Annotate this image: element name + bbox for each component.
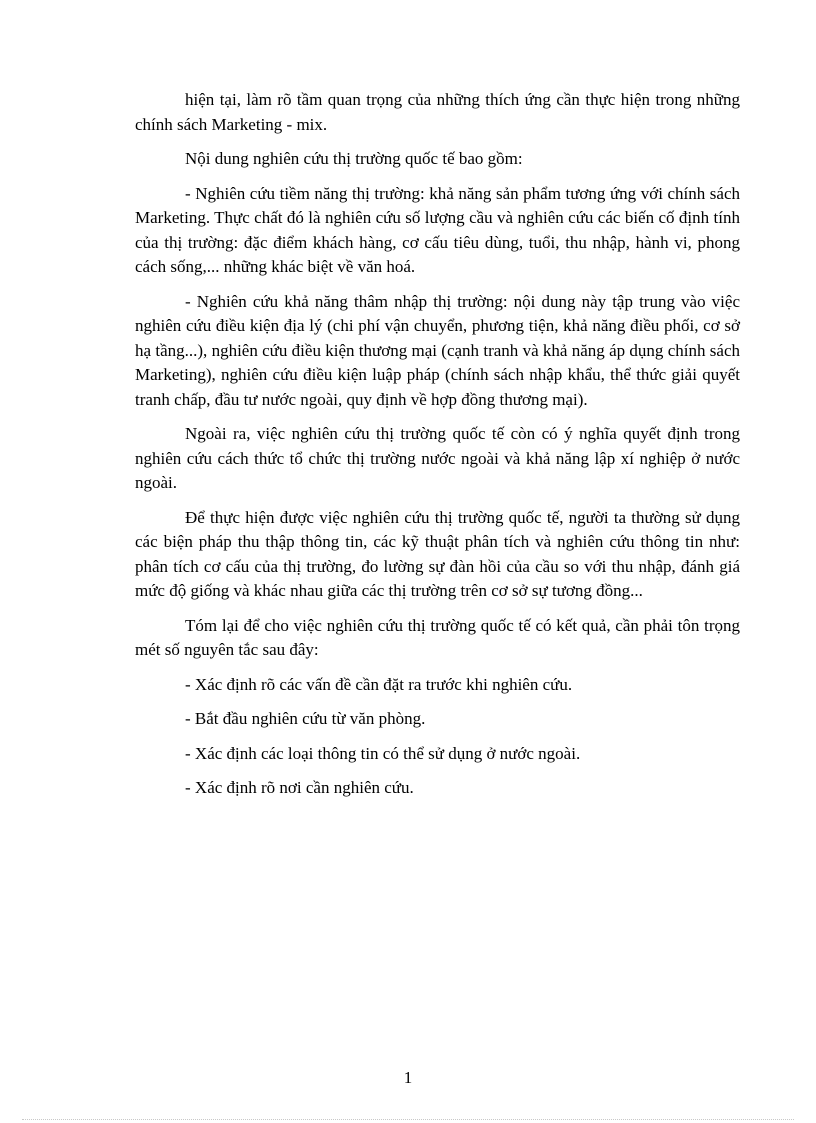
page-number: 1 [403, 1068, 413, 1087]
paragraph-market-penetration: - Nghiên cứu khả năng thâm nhập thị trường: nội dung này tập trung vào việc nghiên cứu điều kiện địa lý (chi phí vận chuyển, phương tiện, khả năng điều phối, cơ sở hạ tầng...), nghiên cứu điều kiện thương mại (cạnh tranh và khả năng áp dụng chính sách Marketing), nghiên cứu điều kiện luập pháp (chính sách nhập khẩu, thể thức giải quyết tranh chấp, đầu tư nước ngoài, quy định về hợp đồng thương mại). [135, 291, 740, 409]
list-item-define-location: - Xác định rõ nơi cần nghiên cứu. [185, 778, 414, 797]
list-item-start-office: - Bắt đầu nghiên cứu từ văn phòng. [185, 709, 426, 728]
paragraph-additional-meaning: Ngoài ra, việc nghiên cứu thị trường quốc tế còn có ý nghĩa quyết định trong nghiên cứu cách thức tổ chức thị trường nước ngoài và khả năng lập xí nghiệp ở nước ngoài. [135, 424, 740, 492]
paragraph-intro-continuation: hiện tại, làm rõ tầm quan trọng của những thích ứng cần thực hiện trong những chính sách Marketing - mix. [135, 90, 740, 134]
paragraph-research-methods: Để thực hiện được việc nghiên cứu thị trường quốc tế, người ta thường sử dụng các biện pháp thu thập thông tin, các kỹ thuật phân tích và nghiên cứu thông tin như: phân tích cơ cấu của thị trường, đo lường sự đàn hồi của cầu so với thu nhập, đánh giá mức độ giống và khác nhau giữa các thị trường trên cơ sở sự tương đồng... [135, 507, 740, 600]
paragraph-market-potential: - Nghiên cứu tiềm năng thị trường: khả năng sản phẩm tương ứng với chính sách Marketing. Thực chất đó là nghiên cứu số lượng cầu và nghiên cứu các biến cố định tính của thị trường: đặc điểm khách hàng, cơ cấu tiêu dùng, tuổi, thu nhập, hành vi, phong cách sống,... những khác biệt về văn hoá. [135, 183, 740, 276]
document-body [135, 88, 740, 811]
page-bottom-divider [22, 1119, 794, 1120]
paragraph-content-heading: Nội dung nghiên cứu thị trường quốc tế bao gồm: [185, 149, 523, 168]
paragraph-summary-principles: Tóm lại để cho việc nghiên cứu thị trường quốc tế có kết quả, cần phải tôn trọng mét số nguyên tắc sau đây: [135, 615, 740, 659]
list-item-define-issues: - Xác định rõ các vấn đề cần đặt ra trước khi nghiên cứu. [185, 674, 573, 694]
list-item-info-types: - Xác định các loại thông tin có thể sử dụng ở nước ngoài. [185, 743, 581, 763]
